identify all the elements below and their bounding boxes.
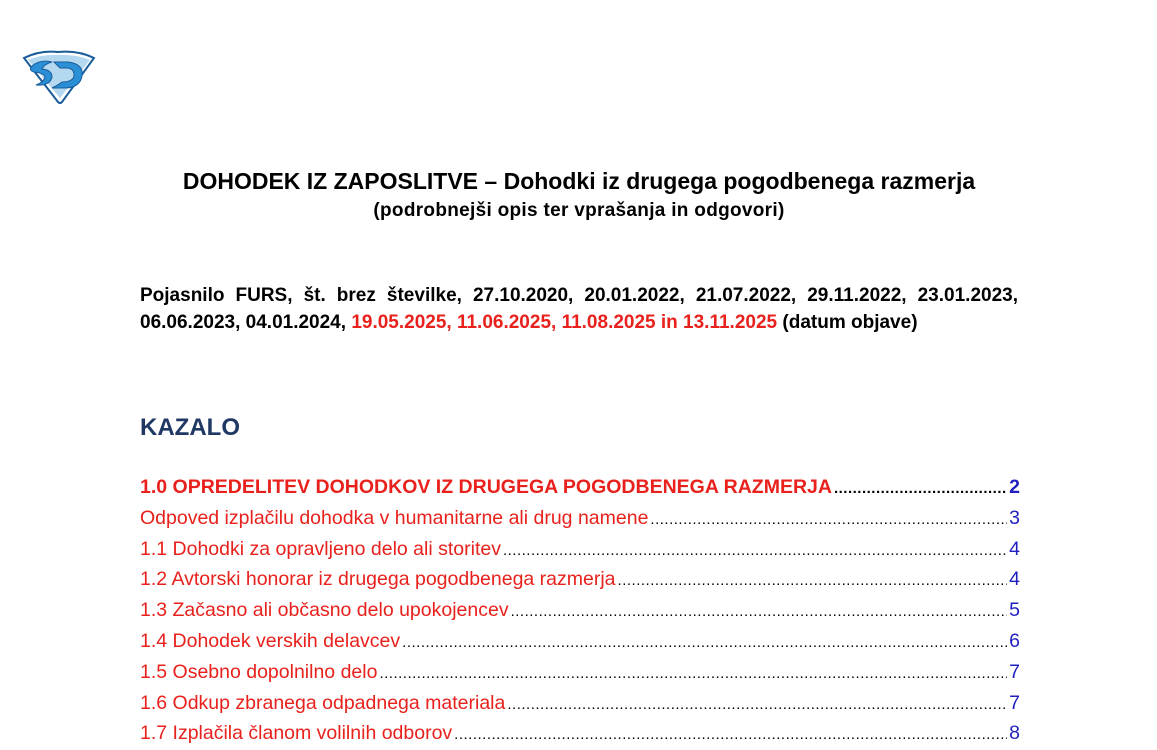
toc-dot-leader	[507, 690, 1007, 720]
toc-dot-leader	[503, 536, 1007, 566]
toc-entry-title[interactable]: 1.1 Dohodki za opravljeno delo ali storitev	[140, 537, 501, 560]
toc-entry[interactable]	[140, 657, 1020, 688]
toc-entry-title[interactable]: 1.3 Začasno ali občasno delo upokojencev	[140, 599, 509, 622]
toc-entry-page[interactable]: 3	[1009, 506, 1020, 529]
toc-entry-page[interactable]: 2	[1009, 476, 1020, 498]
toc-entry-page[interactable]: 8	[1009, 722, 1020, 745]
toc-entry[interactable]	[140, 688, 1020, 719]
toc-dot-leader	[834, 474, 1007, 504]
toc-entry-page[interactable]: 6	[1009, 629, 1020, 652]
explanation-suffix: (datum objave)	[782, 312, 918, 333]
toc-entry-title[interactable]: 1.2 Avtorski honorar iz drugega pogodbenega razmerja	[140, 568, 616, 591]
toc-dot-leader	[511, 597, 1008, 627]
toc-entry[interactable]	[140, 564, 1020, 595]
toc-entry-title[interactable]: 1.6 Odkup zbranega odpadnega materiala	[140, 691, 506, 714]
toc-entry-title[interactable]: 1.0 OPREDELITEV DOHODKOV IZ DRUGEGA POGODBENEGA RAZMERJA	[140, 476, 832, 498]
toc-dot-leader	[618, 566, 1008, 596]
document-title: DOHODEK IZ ZAPOSLITVE – Dohodki iz drugega pogodbenega razmerja	[182, 168, 976, 194]
toc-dot-leader	[379, 659, 1007, 689]
title-block	[140, 166, 1018, 224]
toc-entry[interactable]	[140, 472, 1020, 503]
toc-entry-page[interactable]: 5	[1009, 599, 1020, 622]
explanation-prefix: Pojasnilo FURS, št. brez številke, 27.10.2020, 20.01.2022, 21.07.2022, 29.11.2022, 23.01.2023, 06.06.2023, 04.01.2024,	[140, 285, 1018, 333]
document-subtitle: (podrobnejši opis ter vprašanja in odgovori)	[373, 200, 785, 221]
toc-entry[interactable]	[140, 718, 1020, 749]
sd-shield-logo-icon	[22, 48, 96, 104]
toc-entry-page[interactable]: 4	[1009, 568, 1020, 591]
toc-dot-leader	[650, 505, 1007, 535]
toc-entry-page[interactable]: 7	[1009, 691, 1020, 714]
furs-explanation-paragraph	[140, 282, 1018, 336]
toc-dot-leader	[454, 720, 1007, 750]
toc-dot-leader	[402, 628, 1007, 658]
toc-entry[interactable]	[140, 595, 1020, 626]
toc-entry[interactable]	[140, 503, 1020, 534]
toc-entry-title[interactable]: 1.4 Dohodek verskih delavcev	[140, 629, 401, 652]
explanation-red-dates: 19.05.2025, 11.06.2025, 11.08.2025 in 13.11.2025	[351, 312, 778, 333]
toc-heading: KAZALO	[140, 414, 240, 441]
toc-entry-page[interactable]: 4	[1009, 537, 1020, 560]
toc-entry-title[interactable]: 1.7 Izplačila članom volilnih odborov	[140, 722, 453, 745]
toc-entry-title[interactable]: 1.5 Osebno dopolnilno delo	[140, 660, 378, 683]
toc-entry-page[interactable]: 7	[1009, 660, 1020, 683]
toc-entry[interactable]	[140, 626, 1020, 657]
toc-entry[interactable]	[140, 534, 1020, 565]
toc-entry-title[interactable]: Odpoved izplačilu dohodka v humanitarne ali drug namene	[140, 506, 649, 529]
table-of-contents	[140, 472, 1020, 749]
